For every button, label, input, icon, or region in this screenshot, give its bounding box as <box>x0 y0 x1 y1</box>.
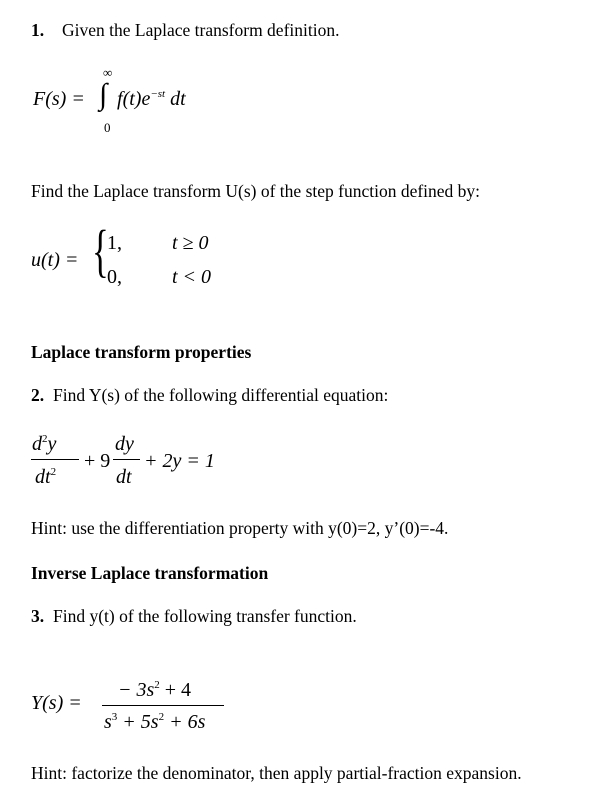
transfer-numerator <box>118 680 191 700</box>
q1-number: 1. <box>31 20 45 40</box>
case2-value: 0, <box>107 266 122 288</box>
plus-nine: + 9 <box>84 450 111 472</box>
num-rest: + 4 <box>159 679 192 701</box>
integrand <box>117 89 186 109</box>
q3-text: Find y(t) of the following transfer function. <box>53 606 357 626</box>
q1-text: Given the Laplace transform definition. <box>62 20 340 40</box>
q2-number: 2. <box>31 385 45 405</box>
q2-text: Find Y(s) of the following differential equation: <box>53 385 389 405</box>
dt2-dt: dt <box>35 466 51 488</box>
d2y-y: y <box>47 433 57 455</box>
transfer-fraction-bar <box>102 705 224 706</box>
q3-hint: Hint: factorize the denominator, then apply partial-fraction expansion. <box>31 763 522 783</box>
integrand-exponent: −st <box>150 88 166 100</box>
q2-hint: Hint: use the differentiation property with y(0)=2, y’(0)=-4. <box>31 518 449 538</box>
transfer-lhs: Y(s) = <box>31 692 82 714</box>
integral-sign: ∫ <box>99 78 108 111</box>
integral-lower-limit: 0 <box>104 120 111 135</box>
piecewise-brace: { <box>92 218 109 283</box>
dt-denominator: dt <box>116 466 132 488</box>
den-rest: + 6s <box>164 711 206 733</box>
den-sup2: 2 <box>158 711 165 723</box>
case1-value: 1, <box>107 232 122 254</box>
den-s: s <box>104 711 112 733</box>
transfer-denominator <box>104 712 205 732</box>
integral-upper-limit: ∞ <box>103 65 113 80</box>
piecewise-lhs: u(t) = <box>31 249 79 271</box>
integrand-t: (t)e <box>122 88 151 110</box>
q3-number: 3. <box>31 606 45 626</box>
section-heading-properties: Laplace transform properties <box>31 342 252 362</box>
den-mid: + 5s <box>117 711 159 733</box>
d2y-fraction-bar <box>31 459 79 460</box>
dy-numerator: dy <box>115 433 134 455</box>
den-sup1: 3 <box>111 711 118 723</box>
case2-condition: t < 0 <box>172 266 212 288</box>
integrand-dt: dt <box>170 88 186 110</box>
dy-fraction-bar <box>113 459 140 460</box>
dt2-sup: 2 <box>50 466 57 478</box>
num-sup: 2 <box>154 679 160 691</box>
section-heading-inverse: Inverse Laplace transformation <box>31 563 269 583</box>
formula-lhs: F(s) = <box>33 88 85 110</box>
d2y-d: d <box>32 433 42 455</box>
d2y-denominator <box>35 467 56 487</box>
q1-find-text: Find the Laplace transform U(s) of the step function defined by: <box>31 181 481 201</box>
equation-rest: + 2y = 1 <box>144 450 215 472</box>
num-term: − 3s <box>118 679 155 701</box>
d2y-sup: 2 <box>42 433 48 445</box>
integrand-f: f <box>117 88 123 110</box>
case1-condition: t ≥ 0 <box>172 232 209 254</box>
d2y-numerator <box>32 434 56 454</box>
